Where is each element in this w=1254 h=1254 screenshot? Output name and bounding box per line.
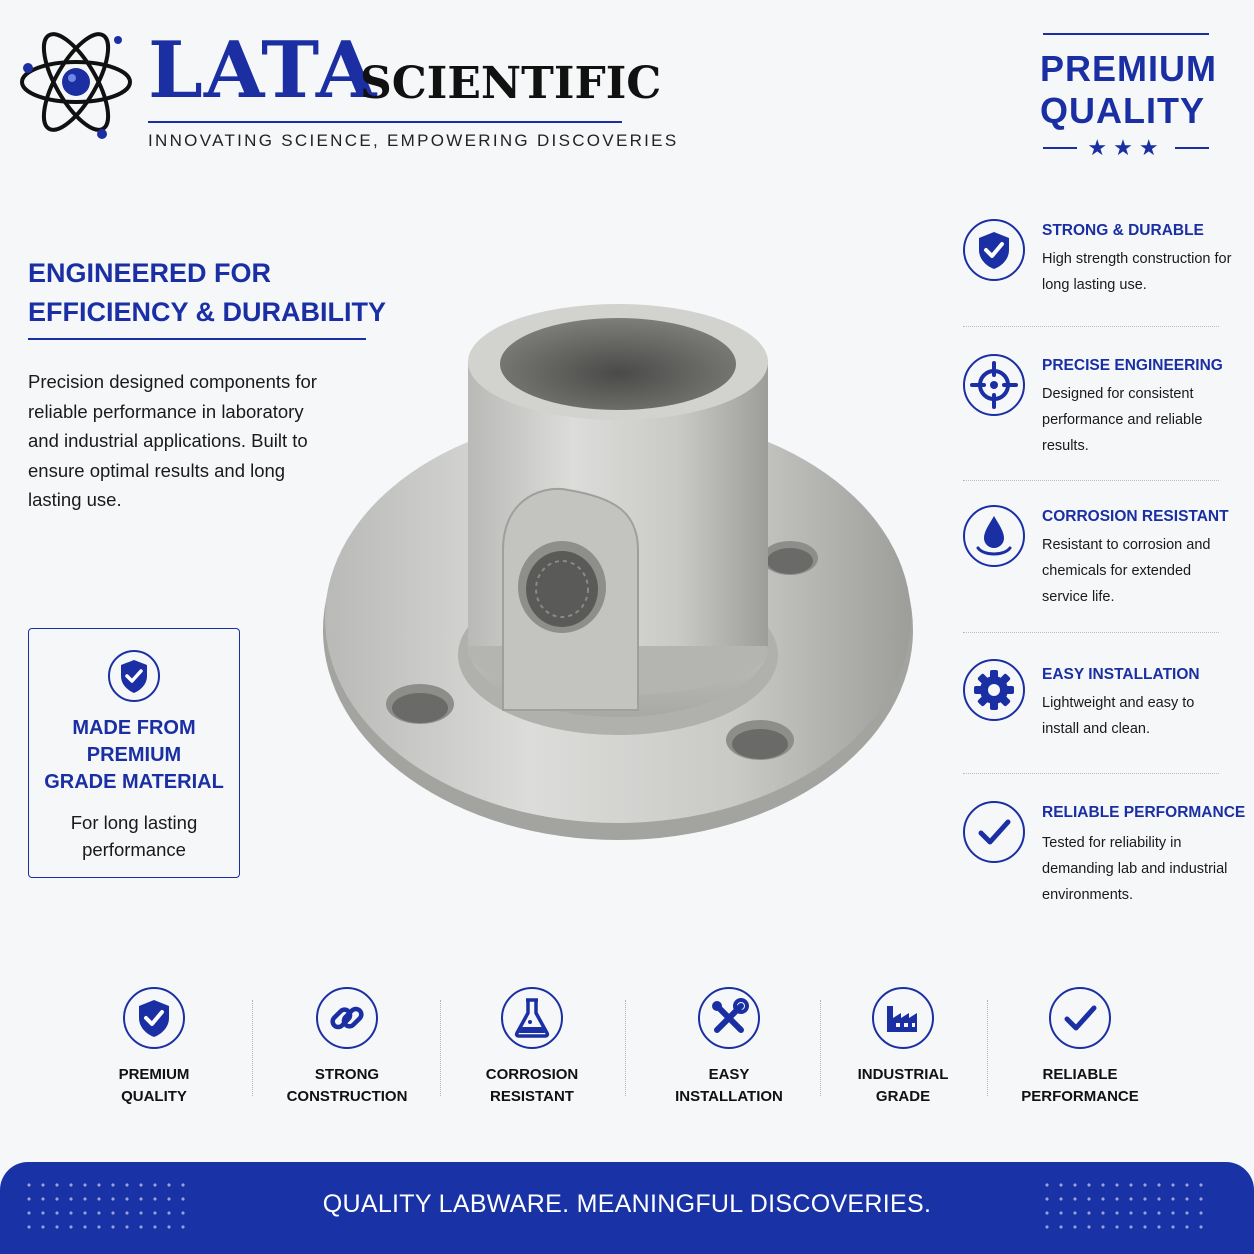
bottom-item-premium-quality	[79, 986, 229, 1108]
water-drop-icon	[962, 504, 1026, 568]
bottom-divider	[625, 1000, 626, 1096]
badge-line-2: QUALITY	[1040, 90, 1205, 131]
badge-stars	[1043, 134, 1209, 162]
feature-title: PRECISE ENGINEERING	[1042, 357, 1223, 374]
footer-slogan: QUALITY LABWARE. MEANINGFUL DISCOVERIES.	[322, 1190, 932, 1218]
feature-divider	[963, 773, 1219, 774]
shield-check-icon	[962, 218, 1026, 282]
brand-tagline: INNOVATING SCIENCE, EMPOWERING DISCOVERIES	[148, 131, 679, 150]
feature-title: RELIABLE PERFORMANCE	[1042, 804, 1246, 821]
bottom-divider	[252, 1000, 253, 1096]
bottom-item-label: EASY INSTALLATION	[675, 1066, 783, 1105]
bottom-item-label: STRONG CONSTRUCTION	[286, 1066, 408, 1105]
intro-heading-line-2: EFFICIENCY & DURABILITY	[28, 297, 387, 327]
brand-name: LATA	[148, 25, 378, 116]
intro-divider	[28, 338, 366, 340]
feature-title: CORROSION RESISTANT	[1042, 508, 1229, 525]
feature-title: STRONG & DURABLE	[1042, 222, 1204, 239]
feature-divider	[963, 480, 1219, 481]
shield-check-icon	[107, 649, 161, 703]
logo-divider	[148, 121, 622, 123]
crosshair-icon	[962, 353, 1026, 417]
bottom-item-industrial-grade	[828, 986, 978, 1108]
material-callout	[28, 628, 240, 878]
premium-quality-badge	[1040, 48, 1217, 132]
badge-star-rule-left	[1043, 147, 1077, 149]
feature-desc: Designed for consistent performance and reliable results.	[1042, 386, 1203, 454]
badge-line-1: PREMIUM	[1040, 48, 1217, 89]
feature-divider	[963, 632, 1219, 633]
bottom-divider	[820, 1000, 821, 1096]
feature-divider	[963, 326, 1219, 327]
bottom-item-label: RELIABLE PERFORMANCE	[1021, 1066, 1139, 1105]
star-icon: ★★★	[1087, 135, 1165, 161]
bottom-item-reliable-performance	[1005, 986, 1155, 1108]
feature-desc: Resistant to corrosion and chemicals for extended service life.	[1042, 537, 1211, 605]
factory-icon	[871, 986, 935, 1050]
badge-star-rule-right	[1175, 147, 1209, 149]
atom-logo-icon	[18, 22, 134, 142]
feature-desc: Lightweight and easy to install and clean.	[1042, 695, 1195, 737]
flange-fitting-photo	[318, 300, 918, 845]
wrench-screwdriver-icon	[697, 986, 761, 1050]
gear-icon	[962, 658, 1026, 722]
intro-paragraph: Precision designed components for reliable performance in laboratory and industrial applications. Built to ensure optimal results and long lasting use.	[28, 371, 317, 511]
bottom-item-easy-installation	[654, 986, 804, 1108]
flask-icon	[500, 986, 564, 1050]
badge-top-rule	[1043, 33, 1209, 35]
bottom-item-strong-construction	[272, 986, 422, 1108]
bottom-item-label: CORROSION RESISTANT	[485, 1066, 579, 1105]
checkmark-icon	[1048, 986, 1112, 1050]
bottom-item-label: PREMIUM QUALITY	[118, 1066, 190, 1105]
brand-name-secondary: SCIENTIFIC	[360, 58, 662, 109]
material-subtitle: For long lasting performance	[70, 812, 198, 860]
bottom-divider	[987, 1000, 988, 1096]
feature-desc: Tested for reliability in demanding lab and industrial environments.	[1042, 835, 1228, 903]
checkmark-icon	[962, 800, 1026, 864]
material-title: MADE FROM PREMIUM GRADE MATERIAL	[44, 717, 224, 793]
bottom-divider	[440, 1000, 441, 1096]
chain-link-icon	[315, 986, 379, 1050]
bottom-item-label: INDUSTRIAL GRADE	[857, 1066, 949, 1105]
feature-desc: High strength construction for long lasting use.	[1042, 251, 1232, 293]
shield-check-icon	[122, 986, 186, 1050]
feature-title: EASY INSTALLATION	[1042, 666, 1200, 683]
intro-heading-line-1: ENGINEERED FOR	[28, 258, 272, 288]
bottom-item-corrosion-resistant	[457, 986, 607, 1108]
